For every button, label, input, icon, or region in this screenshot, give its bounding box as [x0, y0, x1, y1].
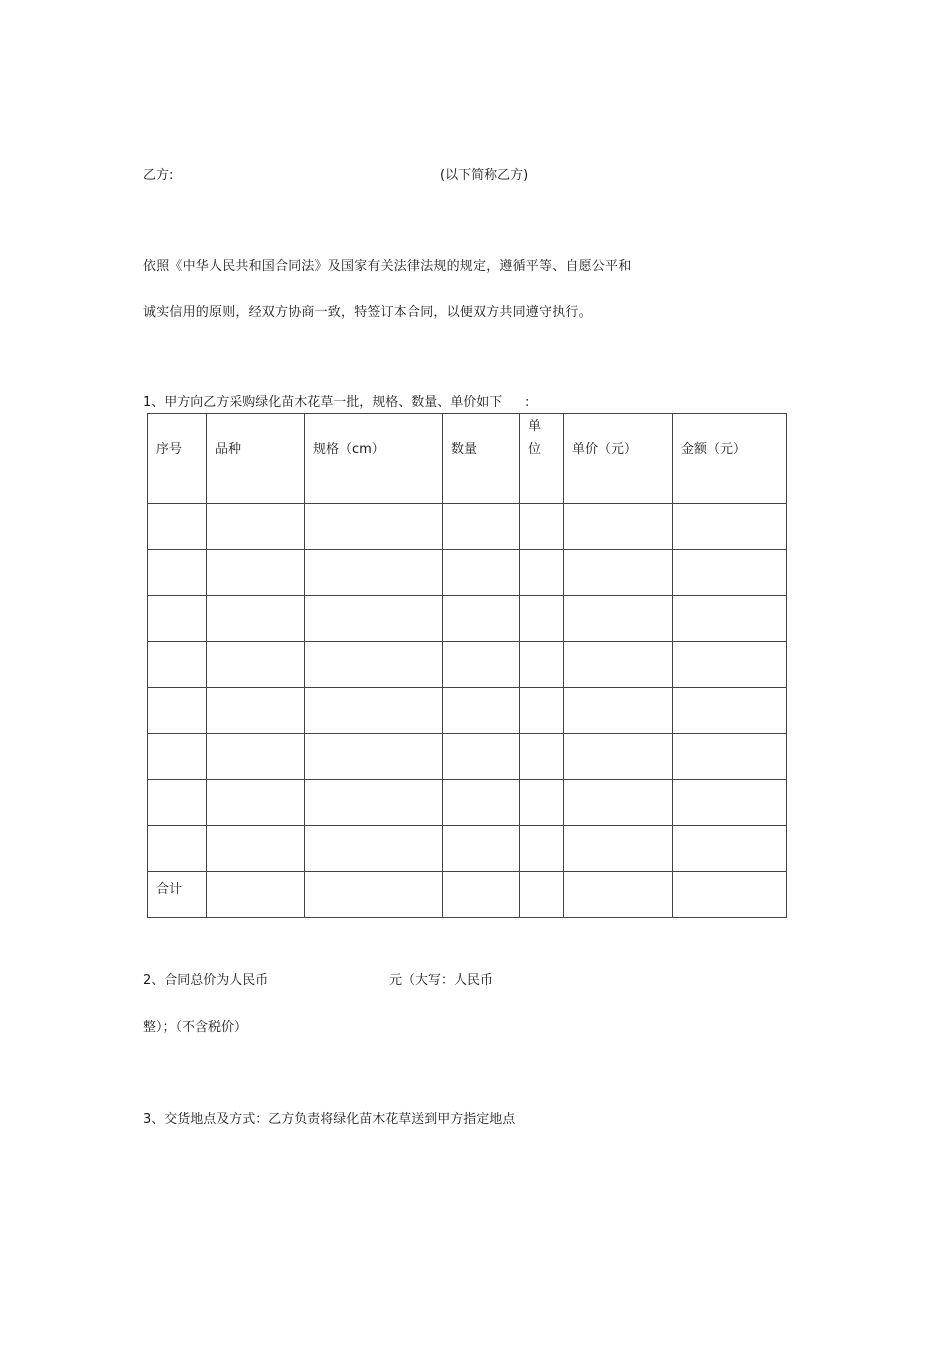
table-body — [148, 504, 787, 872]
table-cell[interactable] — [305, 642, 443, 688]
table-cell[interactable] — [305, 734, 443, 780]
table-cell[interactable] — [305, 826, 443, 872]
clause-1-text: 1、甲方向乙方采购绿化苗木花草一批，规格、数量、单价如下 — [143, 395, 503, 410]
table-cell[interactable] — [443, 780, 520, 826]
table-total-row — [148, 872, 787, 918]
header-cell-spec: 规格（cm） — [305, 414, 443, 504]
party-b-note: (以下简称乙方) — [440, 168, 529, 183]
table-cell[interactable] — [443, 642, 520, 688]
table-cell[interactable] — [673, 596, 787, 642]
table-cell[interactable] — [673, 550, 787, 596]
table-row — [148, 642, 787, 688]
table-cell[interactable] — [148, 642, 207, 688]
table-cell[interactable] — [148, 550, 207, 596]
table-cell[interactable] — [148, 688, 207, 734]
clause-2-part-2: 元（大写：人民币 — [389, 973, 494, 988]
table-cell[interactable] — [520, 688, 564, 734]
table-cell[interactable] — [673, 734, 787, 780]
table-row — [148, 826, 787, 872]
total-label-cell: 合计 — [148, 872, 207, 918]
table-cell[interactable] — [673, 642, 787, 688]
table-row — [148, 688, 787, 734]
table-cell[interactable] — [564, 826, 673, 872]
table-cell[interactable] — [673, 780, 787, 826]
table-cell[interactable] — [520, 550, 564, 596]
table-cell[interactable] — [207, 688, 305, 734]
table-cell[interactable] — [564, 688, 673, 734]
table-cell[interactable] — [564, 642, 673, 688]
table-cell[interactable] — [673, 504, 787, 550]
table-cell[interactable] — [207, 642, 305, 688]
table-cell[interactable] — [520, 504, 564, 550]
table-cell[interactable] — [207, 596, 305, 642]
clause-2-part-3: 整）；（不含税价） — [143, 1020, 248, 1035]
header-cell-unit-price: 单价（元） — [564, 414, 673, 504]
table-cell[interactable] — [443, 596, 520, 642]
table-row — [148, 504, 787, 550]
table-cell[interactable] — [520, 642, 564, 688]
table-cell[interactable] — [520, 826, 564, 872]
table-cell[interactable] — [520, 780, 564, 826]
table-cell[interactable] — [207, 780, 305, 826]
table-cell[interactable] — [305, 550, 443, 596]
table-cell[interactable] — [305, 596, 443, 642]
table-cell[interactable] — [520, 596, 564, 642]
intro-line-2: 诚实信用的原则，经双方协商一致，特签订本合同，以便双方共同遵守执行。 — [143, 305, 592, 320]
table-cell[interactable] — [207, 826, 305, 872]
table-cell[interactable] — [148, 504, 207, 550]
header-cell-unit: 单位 — [520, 414, 564, 504]
table-cell[interactable] — [207, 504, 305, 550]
table-row — [148, 780, 787, 826]
table-row — [148, 550, 787, 596]
total-cell[interactable] — [305, 872, 443, 918]
header-cell-quantity: 数量 — [443, 414, 520, 504]
table-cell[interactable] — [148, 826, 207, 872]
table-cell[interactable] — [443, 734, 520, 780]
table-cell[interactable] — [148, 734, 207, 780]
table-cell[interactable] — [305, 688, 443, 734]
table-cell[interactable] — [673, 826, 787, 872]
table-cell[interactable] — [673, 688, 787, 734]
header-cell-variety: 品种 — [207, 414, 305, 504]
table-cell[interactable] — [305, 504, 443, 550]
clause-2-part-1: 2、合同总价为人民币 — [143, 973, 269, 988]
header-cell-index: 序号 — [148, 414, 207, 504]
table-cell[interactable] — [564, 734, 673, 780]
header-cell-amount: 金额（元） — [673, 414, 787, 504]
table-cell[interactable] — [148, 780, 207, 826]
table-cell[interactable] — [443, 688, 520, 734]
table-cell[interactable] — [564, 596, 673, 642]
total-cell[interactable] — [443, 872, 520, 918]
total-cell[interactable] — [673, 872, 787, 918]
total-cell[interactable] — [520, 872, 564, 918]
table-cell[interactable] — [207, 550, 305, 596]
table-cell[interactable] — [207, 734, 305, 780]
table-header-row — [148, 414, 787, 504]
clause-1-colon: : — [525, 395, 530, 410]
table-row — [148, 734, 787, 780]
table-cell[interactable] — [305, 780, 443, 826]
table-cell[interactable] — [564, 780, 673, 826]
table-cell[interactable] — [443, 826, 520, 872]
table-cell[interactable] — [564, 504, 673, 550]
table-cell[interactable] — [148, 596, 207, 642]
items-table — [147, 413, 787, 918]
table-cell[interactable] — [443, 504, 520, 550]
total-cell[interactable] — [207, 872, 305, 918]
clause-3-text: 3、交货地点及方式：乙方负责将绿化苗木花草送到甲方指定地点 — [143, 1112, 516, 1127]
intro-line-1: 依照《中华人民共和国合同法》及国家有关法律法规的规定，遵循平等、自愿公平和 — [143, 259, 632, 274]
table-cell[interactable] — [564, 550, 673, 596]
total-cell[interactable] — [564, 872, 673, 918]
party-b-label: 乙方: — [143, 168, 174, 183]
table-cell[interactable] — [443, 550, 520, 596]
table-cell[interactable] — [520, 734, 564, 780]
table-row — [148, 596, 787, 642]
